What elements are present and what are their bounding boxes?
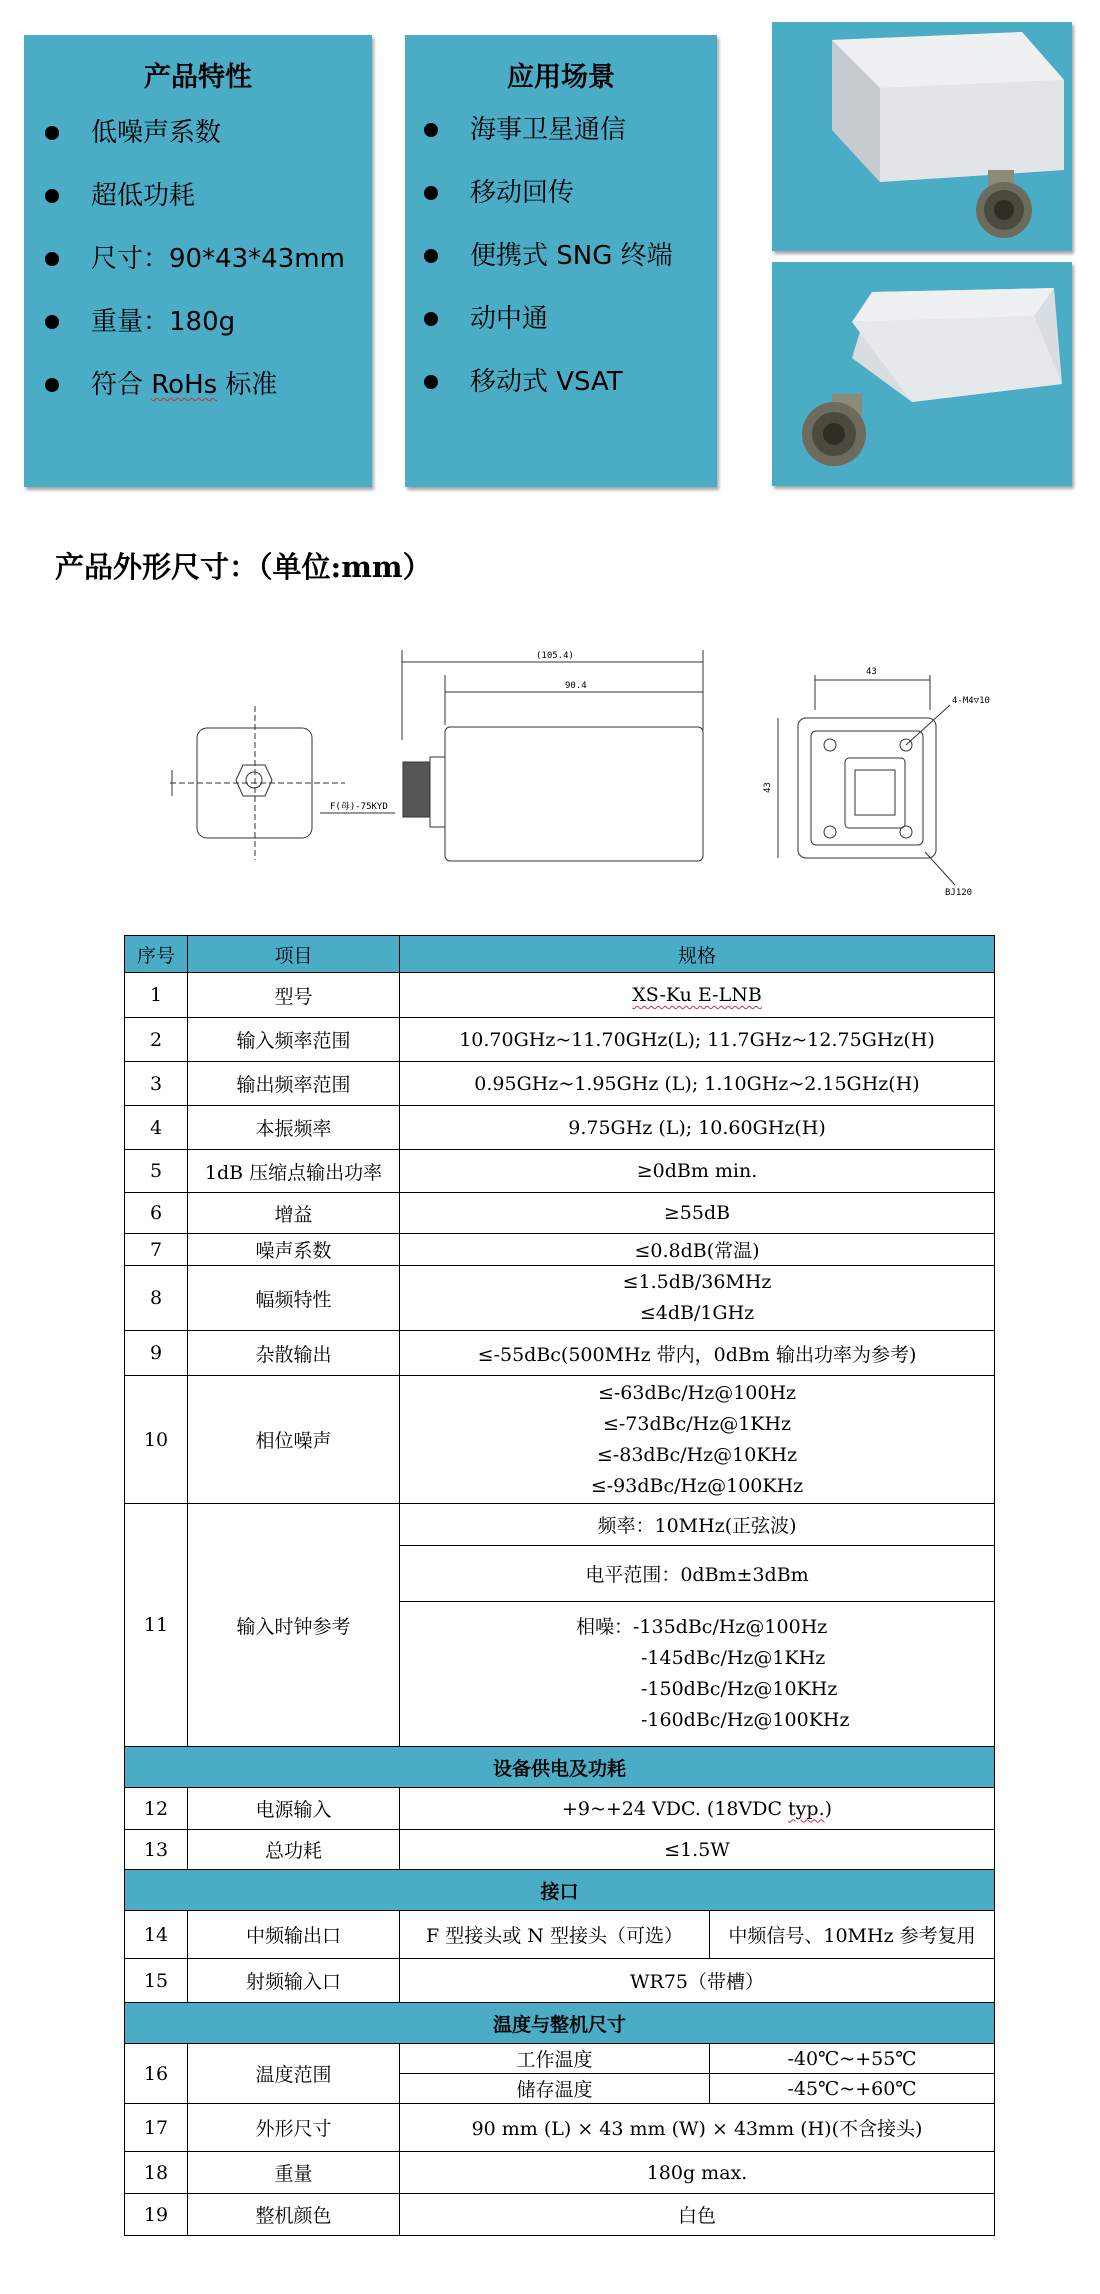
section-row-temperature: 温度与整机尺寸 [125, 2003, 995, 2044]
end-view-outline [798, 718, 936, 858]
table-row: 13 总功耗 ≤1.5W [125, 1830, 995, 1870]
body-length-label: 90.4 [565, 681, 587, 691]
lnb-image [772, 22, 1072, 251]
table-row: 12 电源输入 +9~+24 VDC. (18VDC typ.) [125, 1788, 995, 1830]
bullet-icon [424, 249, 438, 263]
spec-table [124, 935, 995, 2236]
table-row: 16 温度范围 工作温度 -40℃~+55℃ [125, 2044, 995, 2074]
table-row: 相噪：-135dBc/Hz@100Hz -145dBc/Hz@1KHz -150dBc/Hz@10KHz -160dBc/Hz@100KHz [125, 1602, 995, 1747]
bullet-icon [45, 189, 59, 203]
flange-label: BJ120 [945, 888, 973, 898]
applications-title: 应用场景 [507, 62, 615, 93]
table-row: 5 1dB 压缩点输出功率 ≥0dBm min. [125, 1150, 995, 1193]
product-features-title: 产品特性 [144, 62, 252, 93]
table-row: 11 输入时钟参考 频率：10MHz(正弦波) [125, 1504, 995, 1546]
table-row: 9 杂散输出 ≤-55dBc(500MHz 带内，0dBm 输出功率为参考) [125, 1331, 995, 1376]
table-row: 10 相位噪声 ≤-63dBc/Hz@100Hz ≤-73dBc/Hz@1KHz ≤-83dBc/Hz@10KHz ≤-93dBc/Hz@100KHz [125, 1376, 995, 1504]
table-row: 3 输出频率范围 0.95GHz~1.95GHz (L); 1.10GHz~2.15GHz(H) [125, 1062, 995, 1106]
col-header-item: 项目 [188, 936, 400, 973]
table-row: 17 外形尺寸 90 mm (L) × 43 mm (W) × 43mm (H)(不含接头) [125, 2104, 995, 2152]
table-row: 19 整机颜色 白色 [125, 2194, 995, 2236]
table-row: 储存温度 -45℃~+60℃ [125, 2074, 995, 2104]
bullet-icon [424, 123, 438, 137]
table-header-row [125, 936, 995, 973]
applications-box: 应用场景 海事卫星通信 移动回传 便携式 SNG 终端 动中通 移动式 VSAT [405, 35, 717, 487]
table-row: 4 本振频率 9.75GHz (L); 10.60GHz(H) [125, 1106, 995, 1150]
end-height-label: 43 [763, 782, 773, 793]
table-row: 7 噪声系数 ≤0.8dB(常温) [125, 1234, 995, 1266]
table-row: 2 输入频率范围 10.70GHz~11.70GHz(L); 11.7GHz~12.75GHz(H) [125, 1018, 995, 1062]
col-header-spec: 规格 [400, 936, 995, 973]
bullet-icon [424, 375, 438, 389]
table-row: 8 幅频特性 ≤1.5dB/36MHz ≤4dB/1GHz [125, 1266, 995, 1331]
bullet-icon [45, 252, 59, 266]
connector-label: F(母)-75KYD [330, 802, 388, 812]
product-photo-top [772, 22, 1072, 251]
table-row: 1 型号 XS-Ku E-LNB [125, 973, 995, 1018]
section-row-power: 设备供电及功耗 [125, 1747, 995, 1788]
rohs-word: RoHs [151, 370, 218, 400]
bullet-icon [45, 378, 59, 392]
bullet-icon [424, 312, 438, 326]
dimension-section-title: 产品外形尺寸：（单位:mm） [55, 550, 432, 584]
col-header-no: 序号 [125, 936, 188, 973]
product-photo-bottom [772, 262, 1072, 486]
table-row: 电平范围：0dBm±3dBm [125, 1546, 995, 1602]
table-row: 6 增益 ≥55dB [125, 1193, 995, 1234]
dimension-drawing [0, 630, 1100, 905]
product-features-box: 产品特性 低噪声系数 超低功耗 尺寸：90*43*43mm 重量：180g 符合 RoHs 标准 [24, 35, 372, 487]
end-width-label: 43 [866, 667, 877, 677]
side-view-body [445, 727, 703, 861]
table-row: 15 射频输入口 WR75（带槽） [125, 1959, 995, 2003]
total-length-label: (105.4) [536, 651, 574, 661]
lnb-image [772, 262, 1072, 486]
bullet-icon [45, 126, 59, 140]
screw-label: 4-M4▽10 [952, 696, 990, 706]
bullet-icon [424, 186, 438, 200]
table-row: 18 重量 180g max. [125, 2152, 995, 2194]
bullet-icon [45, 315, 59, 329]
section-row-interface: 接口 [125, 1870, 995, 1911]
table-row: 14 中频输出口 F 型接头或 N 型接头（可选） 中频信号、10MHz 参考复用 [125, 1911, 995, 1959]
